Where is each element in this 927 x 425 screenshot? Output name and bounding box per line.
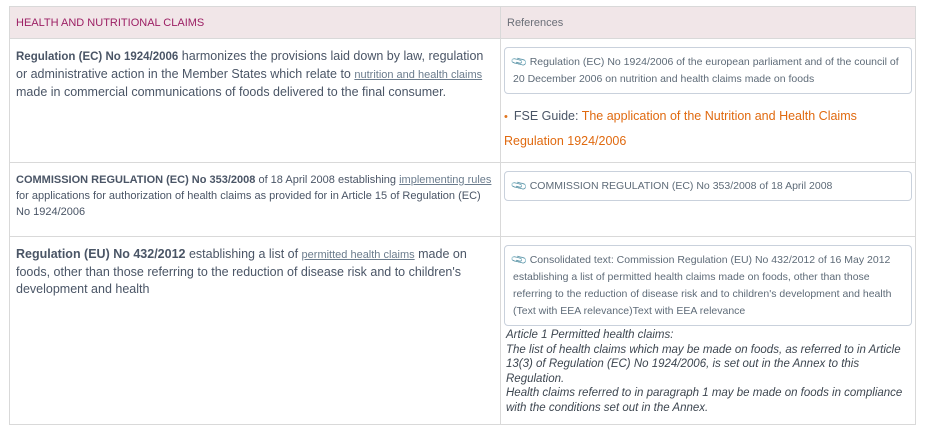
paperclip-icon: 📎 [510, 53, 529, 71]
table-row [10, 163, 916, 237]
reference-link-box[interactable] [504, 47, 912, 94]
reference-link-box[interactable] [504, 171, 912, 201]
table-row [10, 237, 916, 425]
header-references: References [501, 7, 916, 39]
bullet-icon: • [504, 111, 508, 123]
reference-text: Regulation (EC) No 1924/2006 of the european parliament and of the council of 20 December 2006 on nutrition and health claims made on foods [513, 56, 899, 85]
fse-guide-link[interactable]: The application of the Nutrition and Health Claims Regulation 1924/2006 [504, 109, 857, 148]
claim-text: made in commercial communications of foods delivered to the final consumer. [16, 85, 447, 99]
claim-description [10, 237, 501, 425]
table-header-row [10, 7, 916, 39]
article-paragraph: The list of health claims which may be made on foods, as referred to in Article 13(3) of Regulation (EC) No 1924/2006, is set out in the Annex to this Regulation. [506, 343, 901, 385]
claim-text: made on foods, other than those referring to the reduction of disease risk and to children's development and health [16, 247, 467, 296]
regulation-title: Regulation (EC) No 1924/2006 [16, 51, 179, 63]
article-paragraph: Health claims referred to in paragraph 1 may be made on foods in compliance with the conditions set out in the Annex. [506, 387, 903, 414]
regulation-title: Regulation (EU) No 432/2012 [16, 247, 186, 261]
paperclip-icon: 📎 [510, 251, 529, 269]
claims-table [9, 6, 916, 425]
implementing-rules-link[interactable]: implementing rules [399, 174, 492, 186]
paperclip-icon: 📎 [510, 177, 529, 195]
claim-text: harmonizes the provisions laid down by law, regulation or administrative action in the Member States which relate to [16, 49, 484, 81]
claim-description [10, 163, 501, 237]
claim-description [10, 39, 501, 163]
reference-text: Consolidated text: Commission Regulation (EU) No 432/2012 of 16 May 2012 establishing a list of permitted health claims made on foods, other than those referring to the reduction of disease risk and to children's development and health (Text with EEA relevance)Text with EEA relevance [513, 254, 892, 317]
reference-cell [501, 237, 916, 425]
claim-text: for applications for authorization of health claims as provided for in Article 15 of Regulation (EC) No 1924/2006 [16, 190, 481, 218]
header-health-claims: HEALTH AND NUTRITIONAL CLAIMS [10, 7, 501, 39]
table-row [10, 39, 916, 163]
claim-text: of 18 April 2008 establishing [255, 174, 400, 186]
reference-cell [501, 163, 916, 237]
regulation-title: COMMISSION REGULATION (EC) No 353/2008 [16, 174, 256, 186]
reference-cell [501, 39, 916, 163]
permitted-claims-link[interactable]: permitted health claims [301, 249, 415, 261]
reference-text: COMMISSION REGULATION (EC) No 353/2008 of 18 April 2008 [529, 180, 833, 192]
nutrition-claims-link[interactable]: nutrition and health claims [354, 69, 483, 81]
fse-guide-item [504, 104, 912, 153]
article-note [504, 328, 912, 415]
article-heading: Article 1 Permitted health claims: [506, 329, 674, 341]
fse-guide-label: FSE Guide: [513, 109, 582, 123]
reference-link-box[interactable] [504, 245, 912, 326]
claim-text: establishing a list of [185, 247, 302, 261]
